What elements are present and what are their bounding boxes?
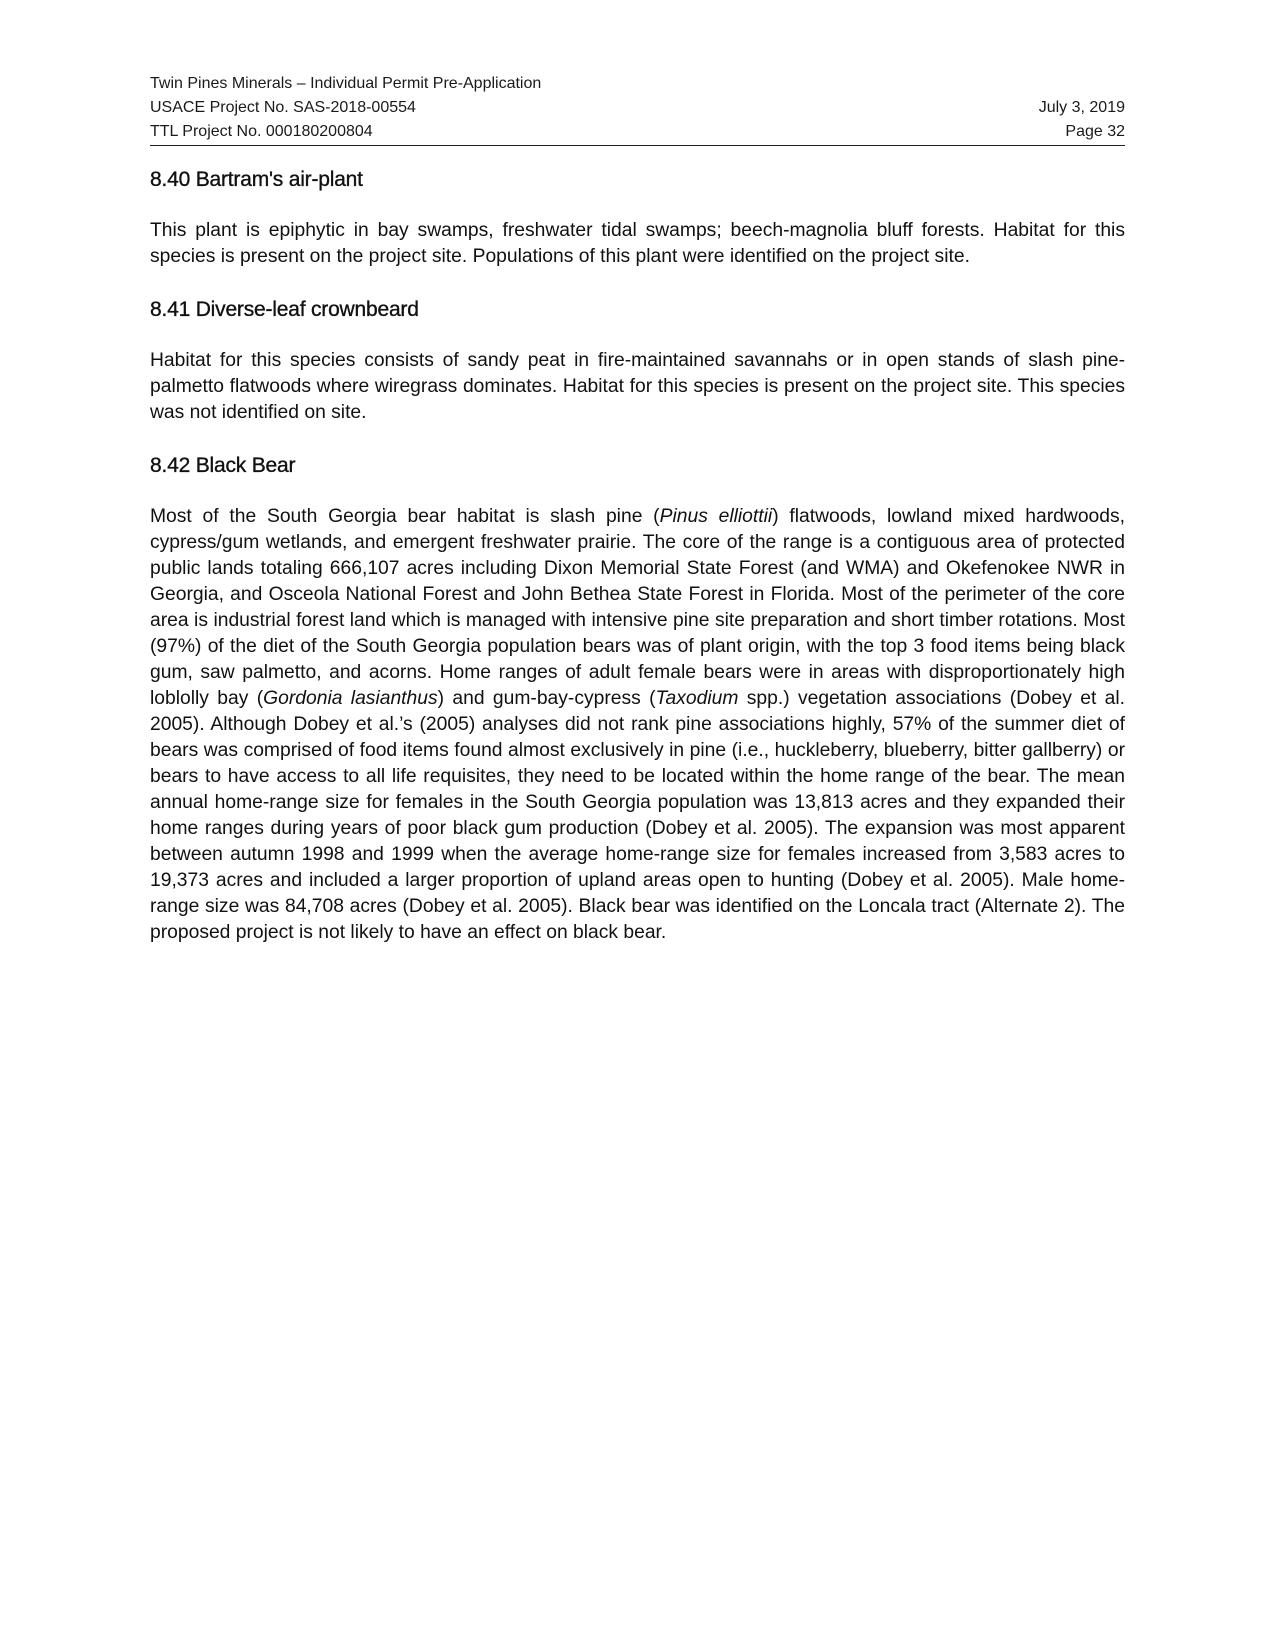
section-heading: 8.41 Diverse-leaf crownbeard <box>150 298 419 321</box>
section-heading: 8.42 Black Bear <box>150 454 296 477</box>
section-paragraph: This plant is epiphytic in bay swamps, freshwater tidal swamps; beech-magnolia bluff forests. Habitat for this species is present on the project site. Populations of this plant were identified on the project site. <box>150 220 1125 267</box>
paragraph-text: spp.) vegetation associations (Dobey et al. 2005). Although Dobey et al.’s (2005) analyses did not rank pine associations highly, 57% of the summer diet of bears was comprised of food items found almost exclusively in pine (i.e., huckleberry, blueberry, bitter gallberry) or bears to have access to all life requisites, they need to be located within the home range of the bear. The mean annual home-range size for females in the South Georgia population was 13,813 acres and they expanded their home ranges during years of poor black gum production (Dobey et al. 2005). The expansion was most apparent between autumn 1998 and 1999 when the average home-range size for females increased from 3,583 acres to 19,373 acres and included a larger proportion of upland areas open to hunting (Dobey et al. 2005). Male home-range size was 84,708 acres (Dobey et al. 2005). Black bear was identified on the Loncala tract (Alternate 2). The proposed project is not likely to have an effect on black bear. <box>150 688 1126 943</box>
section-paragraph <box>150 504 1125 946</box>
species-name-italic: Gordonia lasianthus <box>263 688 438 709</box>
section-paragraph: Habitat for this species consists of sandy peat in fire-maintained savannahs or in open stands of slash pine-palmetto flatwoods where wiregrass dominates. Habitat for this species is present on the project site. This species was not identified on site. <box>150 350 1125 423</box>
section-heading: 8.40 Bartram's air-plant <box>150 168 363 191</box>
paragraph-text: ) flatwoods, lowland mixed hardwoods, cypress/gum wetlands, and emergent freshwater prairie. The core of the range is a contiguous area of protected public lands totaling 666,107 acres including Dixon Memorial State Forest (and WMA) and Okefenokee NWR in Georgia, and Osceola National Forest and John Bethea State Forest in Florida. Most of the perimeter of the core area is industrial forest land which is managed with intensive pine site preparation and short timber rotations. Most (97%) of the diet of the South Georgia population bears was of plant origin, with the top 3 food items being black gum, saw palmetto, and acorns. Home ranges of adult female bears were in areas with disproportionately high loblolly bay ( <box>150 506 1125 709</box>
header-row-2 <box>150 96 1125 120</box>
header-date: July 3, 2019 <box>1038 99 1125 116</box>
section-black-bear <box>150 452 1125 946</box>
paragraph-text: Most of the South Georgia bear habitat is slash pine ( <box>150 506 660 527</box>
header-usace-project-number: USACE Project No. SAS-2018-00554 <box>150 99 416 116</box>
section-diverse-leaf-crownbeard <box>150 296 1125 426</box>
header-project-title: Twin Pines Minerals – Individual Permit Pre-Application <box>150 75 542 92</box>
header-ttl-project-number: TTL Project No. 000180200804 <box>150 123 373 140</box>
header-row-3 <box>150 120 1125 144</box>
document-page <box>150 72 1125 946</box>
paragraph-text: ) and gum-bay-cypress ( <box>437 688 656 709</box>
section-bartrams-air-plant <box>150 166 1125 270</box>
page-header <box>150 72 1125 146</box>
species-name-italic: Pinus elliottii <box>659 506 773 527</box>
header-row-1 <box>150 72 1125 96</box>
genus-name-italic: Taxodium <box>655 688 739 709</box>
header-page-number: Page 32 <box>1065 123 1125 140</box>
